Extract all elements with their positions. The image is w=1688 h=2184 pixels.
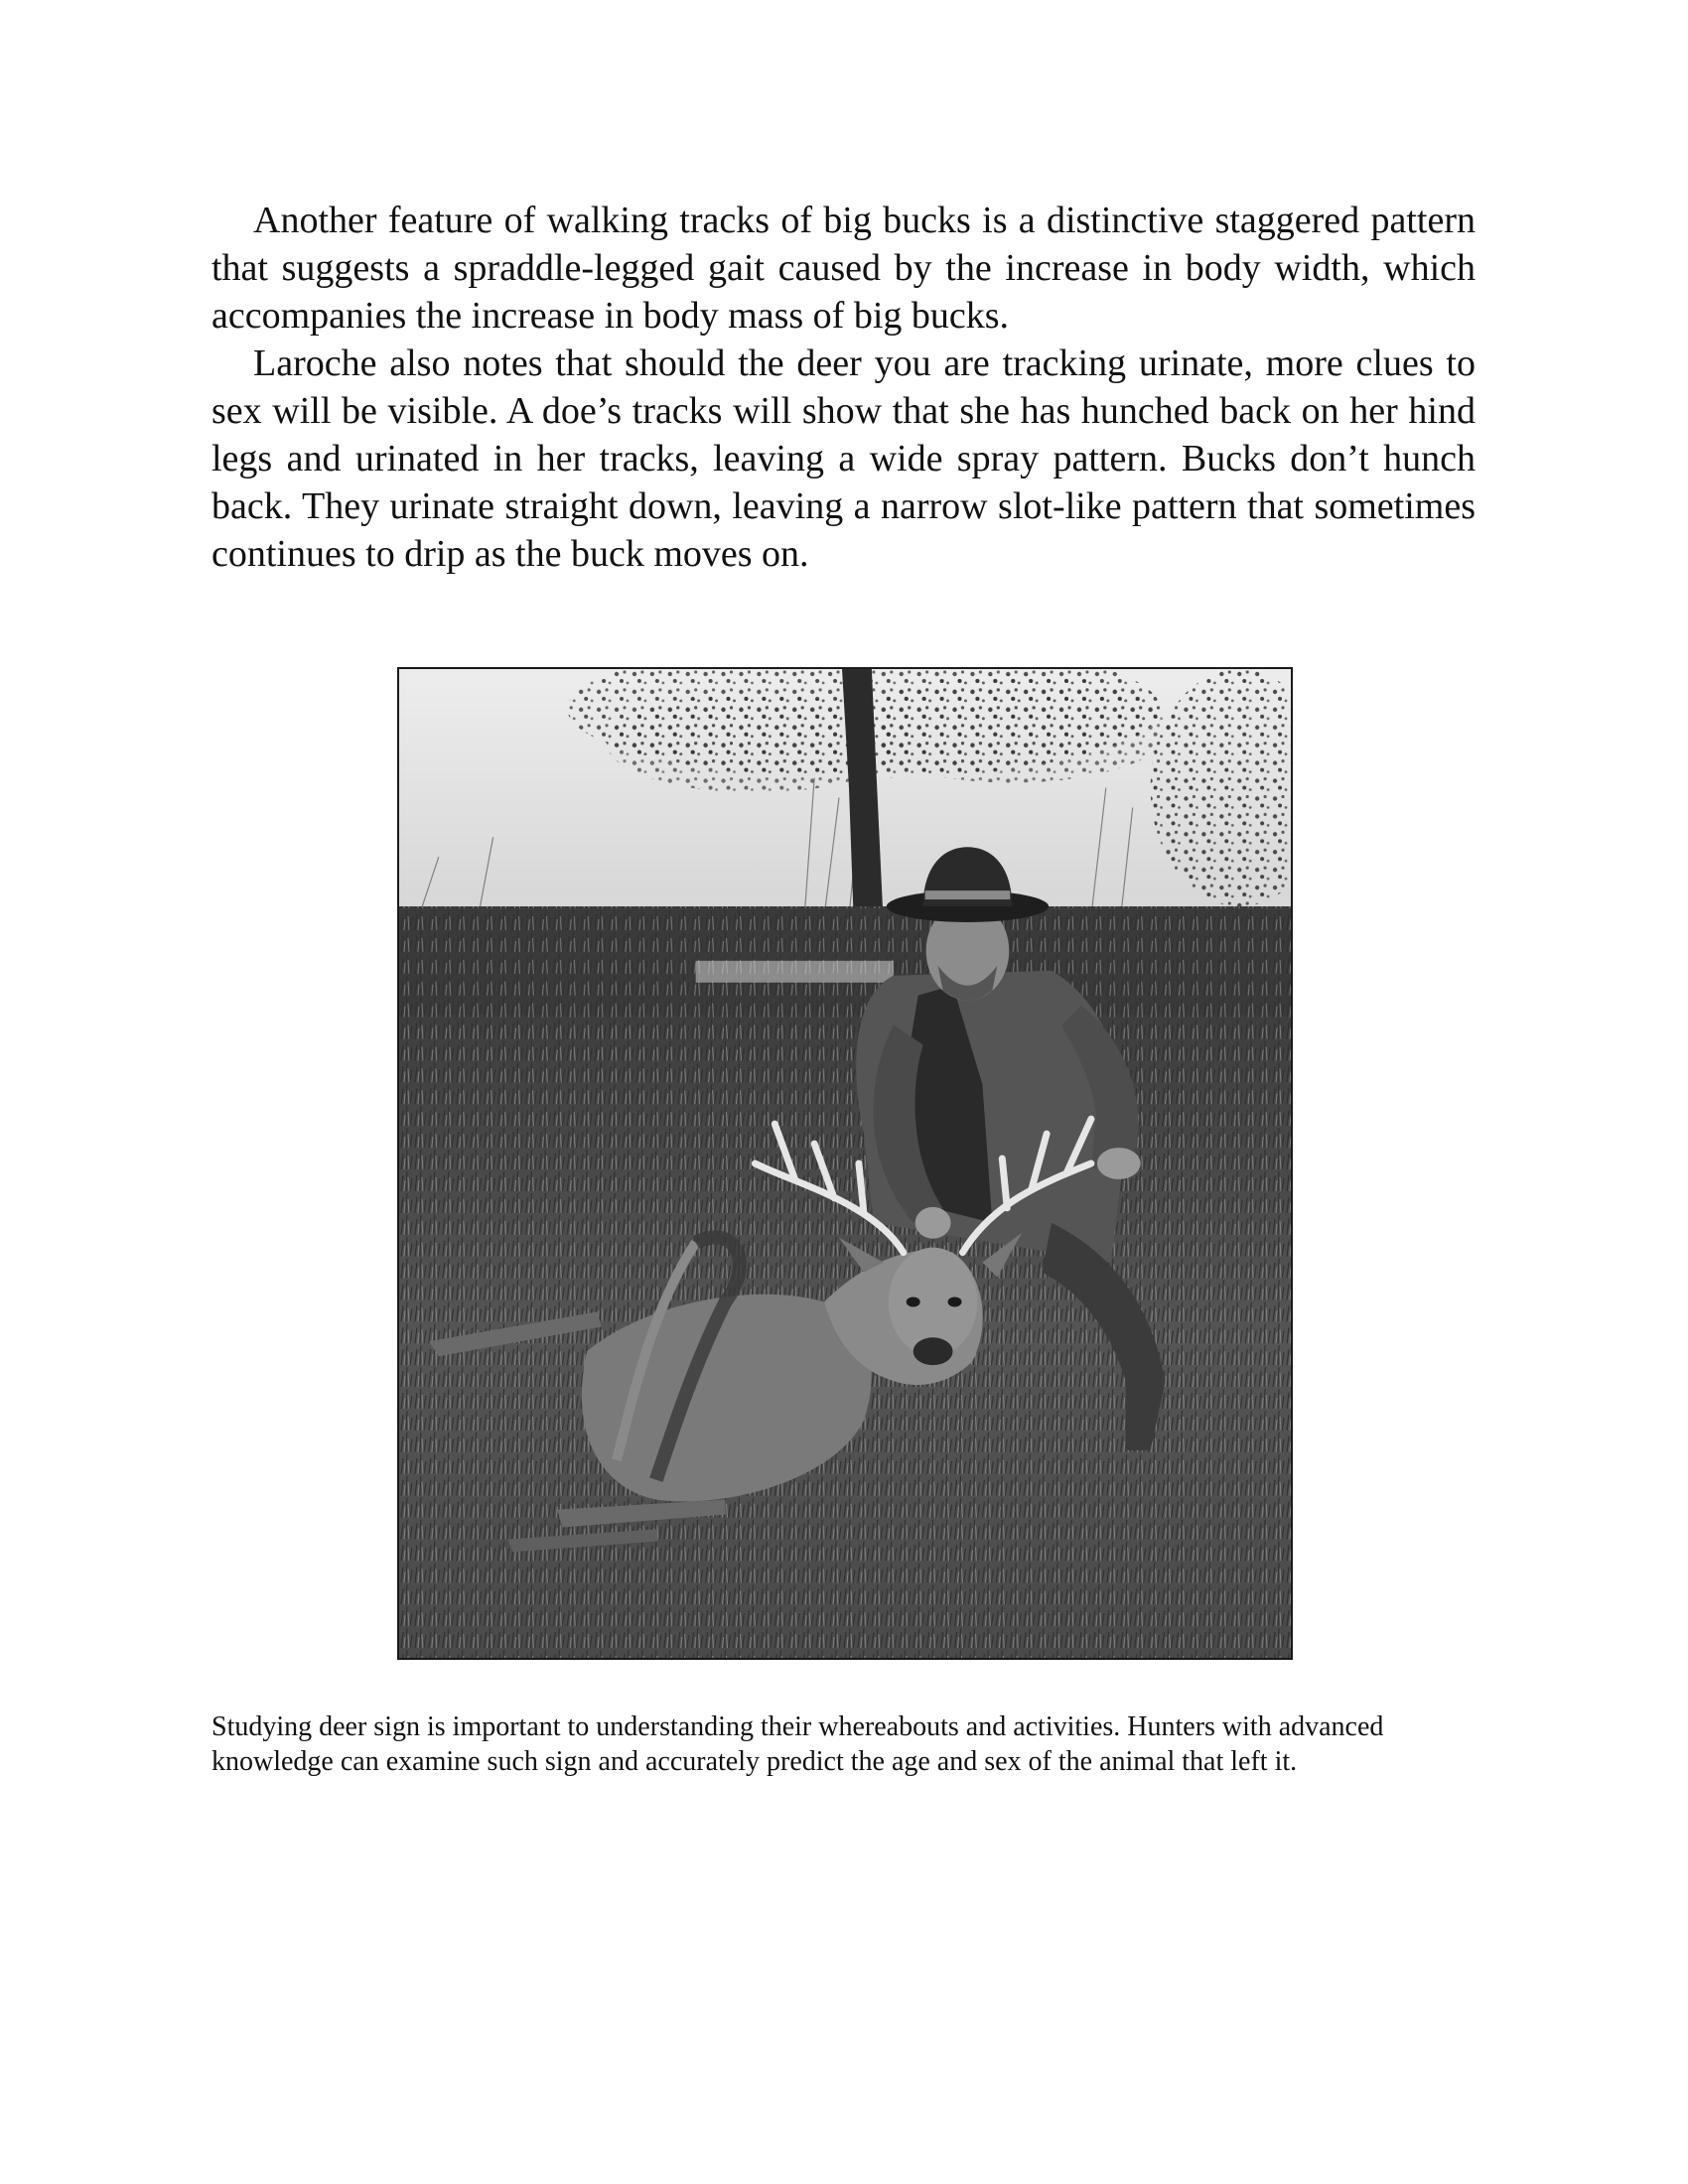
figure-caption: Studying deer sign is important to understanding their whereabouts and activities. Hunters with advanced knowledge can examine such sign and accurately predict the age and sex of the animal that left it. <box>211 1711 1384 1777</box>
body-text <box>211 197 1476 578</box>
paragraph-1: Another feature of walking tracks of big bucks is a distinctive staggered pattern that suggests a spraddle-legged gait caused by the increase in body width, which accompanies the increase in body mass of big bucks. <box>211 200 1476 337</box>
paragraph-2: Laroche also notes that should the deer you are tracking urinate, more clues to sex will be visible. A doe’s tracks will show that she has hunched back on her hind legs and urinated in her tracks, leaving a wide spray pattern. Bucks don’t hunch back. They urinate straight down, leaving a narrow slot-like pattern that sometimes continues to drip as the buck moves on. <box>211 342 1476 575</box>
hunter-with-buck-photo <box>397 667 1293 1660</box>
